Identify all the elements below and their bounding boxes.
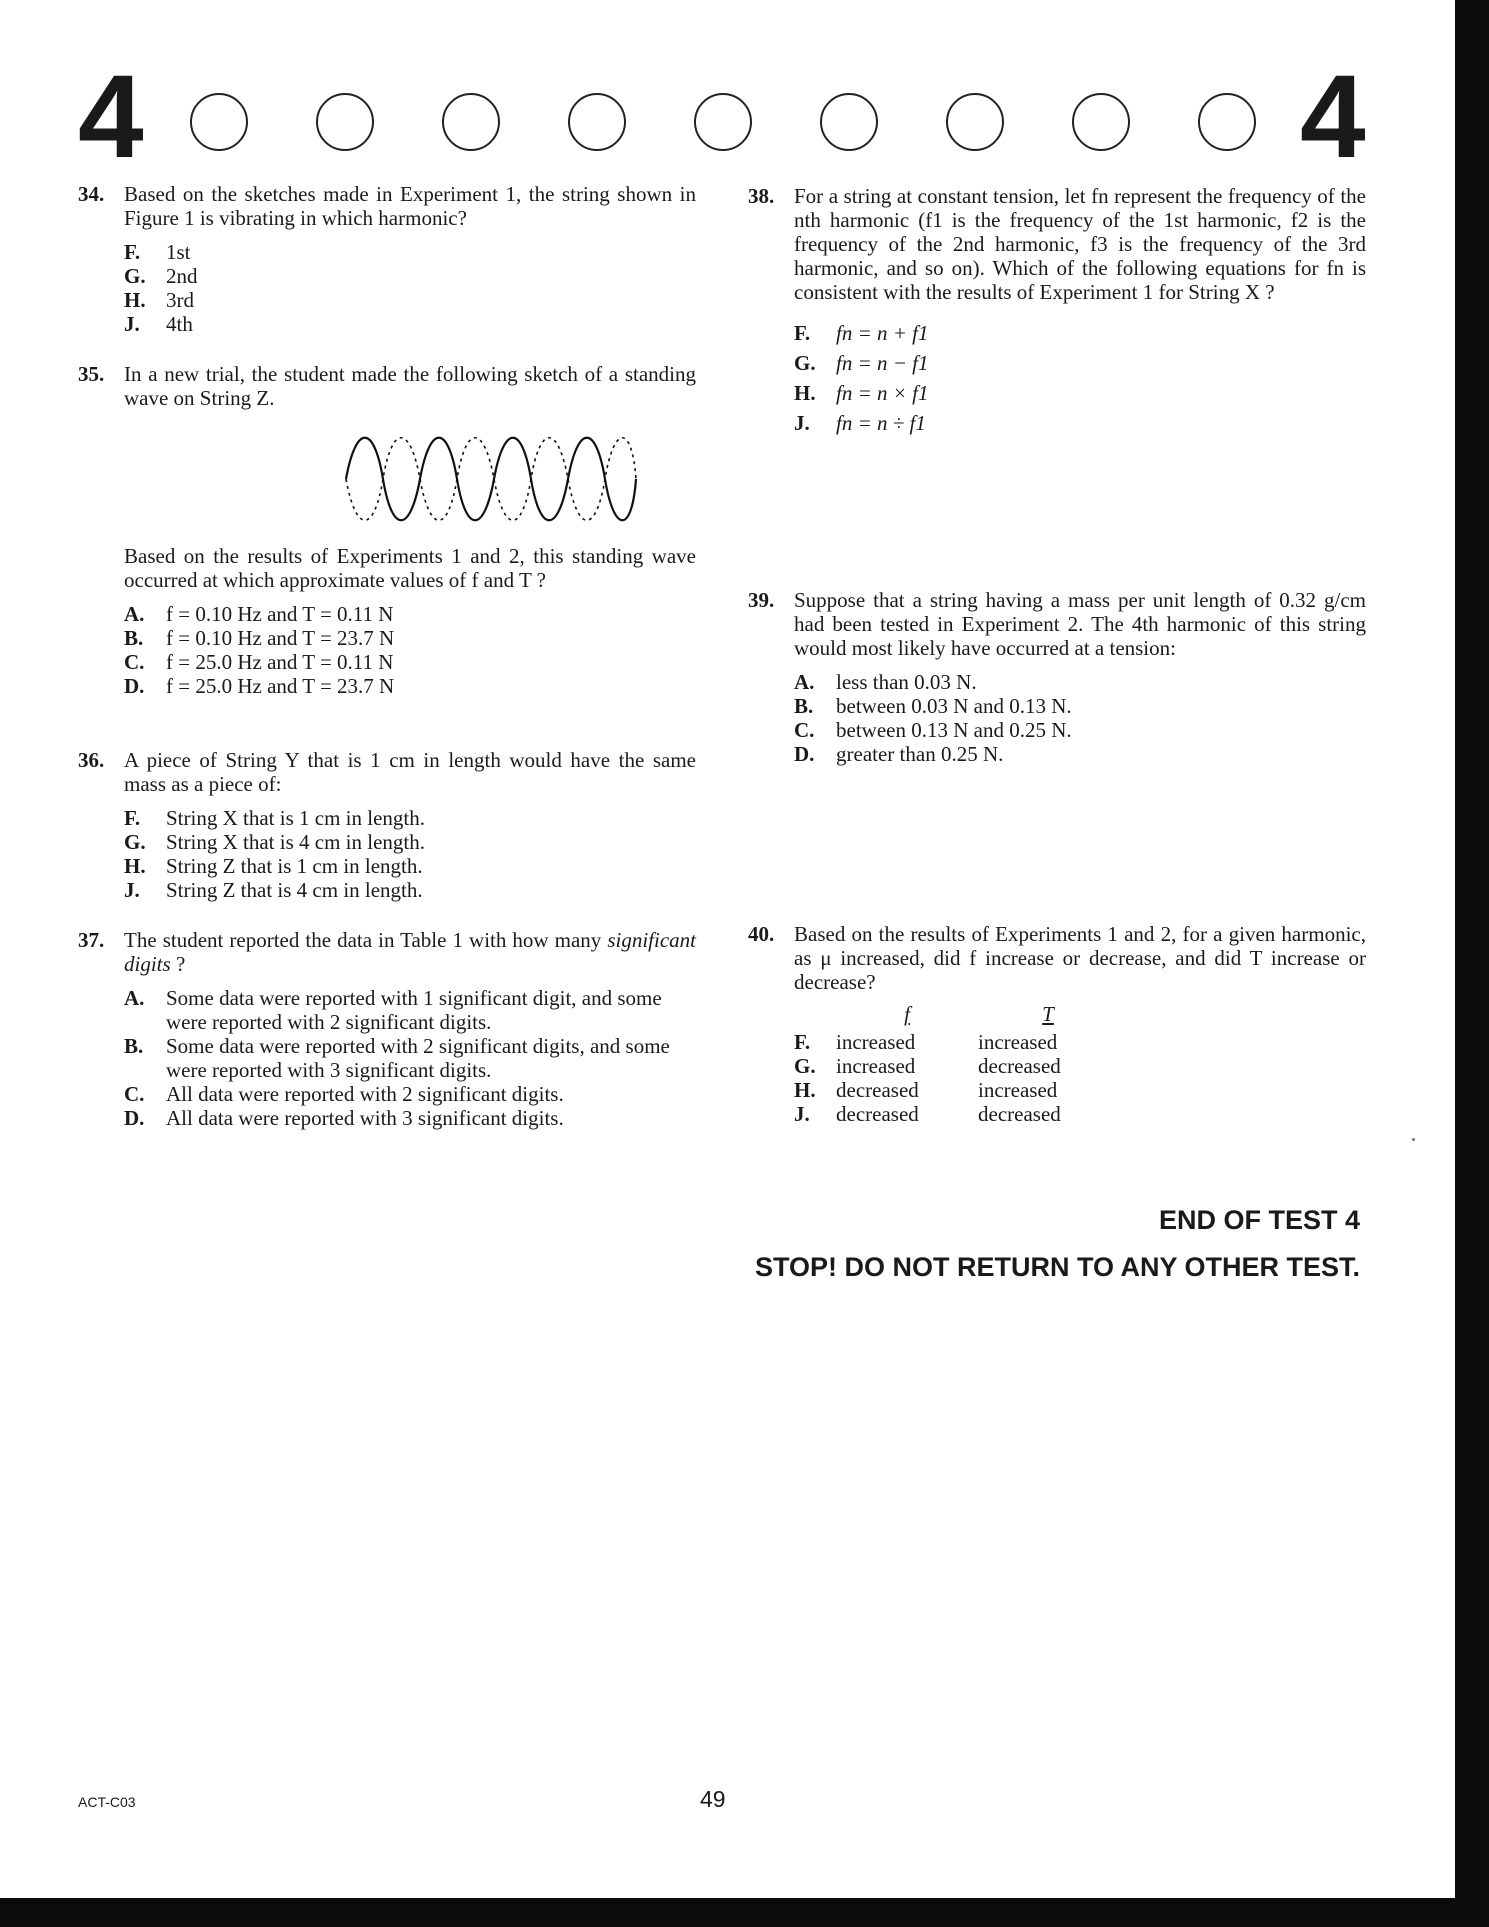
option-letter: B. [124,1034,144,1058]
answer-option[interactable] [124,878,696,902]
header-circle [442,93,500,151]
answer-option[interactable] [124,1082,696,1106]
answer-option[interactable] [124,626,696,650]
answer-option[interactable] [124,288,696,312]
question-number: 34. [78,182,105,206]
answer-option[interactable] [794,1030,1366,1054]
answer-option[interactable] [794,1102,1366,1126]
option-letter: J. [124,312,140,336]
option-letter: J. [124,878,140,902]
question-34 [78,182,696,336]
answer-option[interactable] [794,694,1366,718]
header-circle [568,93,626,151]
question-stem: For a string at constant tension, let fn represent the frequency of the nth harmonic (f1 is the frequency of the 1st harmonic, f2 is the frequency of the 2nd harmonic, f3 is the frequency of the 3rd harmonic, and so on). Which of the following equations for fn is consistent with the results of Experiment 1 for String X ? [794,184,1366,304]
option-text: 4th [166,312,193,336]
option-f-value: increased [836,1054,916,1078]
option-text: String X that is 1 cm in length. [166,806,425,830]
option-letter: F. [794,321,811,345]
option-t-value: decreased [978,1102,1061,1126]
option-text: Some data were reported with 2 significant digits, and some were reported with 3 significant digits. [166,1034,670,1082]
option-letter: J. [794,411,810,435]
answer-option[interactable] [124,312,696,336]
answer-option[interactable] [124,240,696,264]
header-circle [946,93,1004,151]
option-text: Some data were reported with 1 significant digit, and some were reported with 2 significant digits. [166,986,662,1034]
answer-option[interactable] [794,1054,1366,1078]
answer-options [124,986,696,1130]
option-text: 2nd [166,264,198,288]
answer-option[interactable] [124,602,696,626]
option-letter: J. [794,1102,810,1126]
answer-option[interactable] [124,1034,696,1082]
column-header-t: T [1042,1002,1054,1026]
section-number-left: 4 [78,51,144,183]
page-number: 49 [700,1786,726,1812]
answer-options [124,240,696,336]
answer-option[interactable] [794,742,1366,766]
option-text: String Z that is 1 cm in length. [166,854,423,878]
answer-option[interactable] [124,674,696,698]
stem-text: ? [170,952,186,976]
option-letter: D. [794,742,815,766]
option-letter: H. [794,381,816,405]
answer-table [794,1002,1366,1126]
option-letter: F. [124,240,141,264]
option-f-value: increased [836,1030,916,1054]
end-of-test-heading: END OF TEST 4 [1158,1205,1360,1235]
option-letter: F. [794,1030,811,1054]
option-text: f = 0.10 Hz and T = 0.11 N [166,602,394,626]
option-text: All data were reported with 2 significant digits. [166,1082,564,1106]
stem-emphasis: significant digits [124,928,696,976]
option-letter: B. [794,694,814,718]
answer-option[interactable] [794,408,1366,438]
answer-option[interactable] [794,318,1366,348]
option-letter: F. [124,806,141,830]
option-letter: B. [124,626,144,650]
option-text: fn = n − f1 [836,351,929,375]
question-39 [748,588,1366,766]
answer-option[interactable] [124,1106,696,1130]
scan-border-bottom [0,1898,1489,1927]
section-number-right: 4 [1300,51,1366,183]
answer-table-header [794,1002,1366,1026]
answer-options [124,806,696,902]
option-letter: A. [794,670,815,694]
stop-notice: STOP! DO NOT RETURN TO ANY OTHER TEST. [754,1252,1360,1282]
answer-option[interactable] [124,264,696,288]
answer-option[interactable] [124,650,696,674]
option-text: greater than 0.25 N. [836,742,1004,766]
standing-wave-sketch [340,424,640,534]
header-circle [820,93,878,151]
option-text: less than 0.03 N. [836,670,977,694]
option-text: fn = n + f1 [836,321,929,345]
header-circle [1072,93,1130,151]
question-37 [78,928,696,1130]
question-38 [748,184,1366,438]
answer-option[interactable] [124,986,696,1034]
option-letter: G. [794,1054,816,1078]
answer-option[interactable] [794,718,1366,742]
question-stem: A piece of String Y that is 1 cm in length would have the same mass as a piece of: [124,748,696,796]
option-letter: C. [794,718,815,742]
question-number: 35. [78,362,105,386]
answer-option[interactable] [794,1078,1366,1102]
scan-speck [1412,1138,1415,1141]
option-letter: H. [124,288,146,312]
question-stem: Based on the results of Experiments 1 and 2, for a given harmonic, as μ increased, did f increase or decrease, and did T increase or decrease? [794,922,1366,994]
option-letter: A. [124,602,145,626]
option-letter: C. [124,1082,145,1106]
option-f-value: decreased [836,1078,919,1102]
answer-option[interactable] [124,830,696,854]
option-letter: A. [124,986,145,1010]
option-text: fn = n ÷ f1 [836,411,926,435]
option-letter: H. [124,854,146,878]
answer-options [794,318,1366,438]
option-letter: D. [124,1106,145,1130]
question-35 [78,362,696,698]
option-text: f = 0.10 Hz and T = 23.7 N [166,626,395,650]
option-text: All data were reported with 3 significant digits. [166,1106,564,1130]
option-f-value: decreased [836,1102,919,1126]
answer-option[interactable] [794,378,1366,408]
answer-option[interactable] [794,670,1366,694]
option-text: f = 25.0 Hz and T = 0.11 N [166,650,394,674]
answer-option[interactable] [124,854,696,878]
question-36 [78,748,696,902]
answer-option[interactable] [124,806,696,830]
answer-option[interactable] [794,348,1366,378]
option-text: 1st [166,240,191,264]
header-circle [1198,93,1256,151]
answer-options [794,670,1366,766]
option-t-value: decreased [978,1054,1061,1078]
option-text: String Z that is 4 cm in length. [166,878,423,902]
answer-options [124,602,696,698]
question-stem: Suppose that a string having a mass per unit length of 0.32 g/cm had been tested in Experiment 2. The 4th harmonic of this string would most likely have occurred at a tension: [794,588,1366,660]
question-stem [124,928,696,976]
question-number: 36. [78,748,105,772]
option-letter: G. [124,830,146,854]
option-text: between 0.13 N and 0.25 N. [836,718,1072,742]
column-header-f: f [904,1002,910,1026]
option-text: f = 25.0 Hz and T = 23.7 N [166,674,395,698]
header-circle [694,93,752,151]
option-letter: G. [794,351,816,375]
question-stem-continued: Based on the results of Experiments 1 and 2, this standing wave occurred at which approximate values of f and T ? [124,544,696,592]
option-text: fn = n × f1 [836,381,929,405]
question-number: 40. [748,922,775,946]
header-circle [316,93,374,151]
option-letter: C. [124,650,145,674]
option-t-value: increased [978,1030,1058,1054]
option-t-value: increased [978,1078,1058,1102]
footer-form-code: ACT-C03 [78,1794,136,1810]
question-40 [748,922,1366,1126]
stem-text: The student reported the data in Table 1 with how many [124,928,608,952]
question-number: 39. [748,588,775,612]
question-number: 37. [78,928,105,952]
option-letter: H. [794,1078,816,1102]
question-number: 38. [748,184,775,208]
question-stem: In a new trial, the student made the following sketch of a standing wave on String Z. [124,362,696,410]
option-text: 3rd [166,288,194,312]
option-letter: G. [124,264,146,288]
scan-border-right [1455,0,1489,1927]
header-circle [190,93,248,151]
option-text: between 0.03 N and 0.13 N. [836,694,1072,718]
question-stem: Based on the sketches made in Experiment 1, the string shown in Figure 1 is vibrating in which harmonic? [124,182,696,230]
option-text: String X that is 4 cm in length. [166,830,425,854]
option-letter: D. [124,674,145,698]
